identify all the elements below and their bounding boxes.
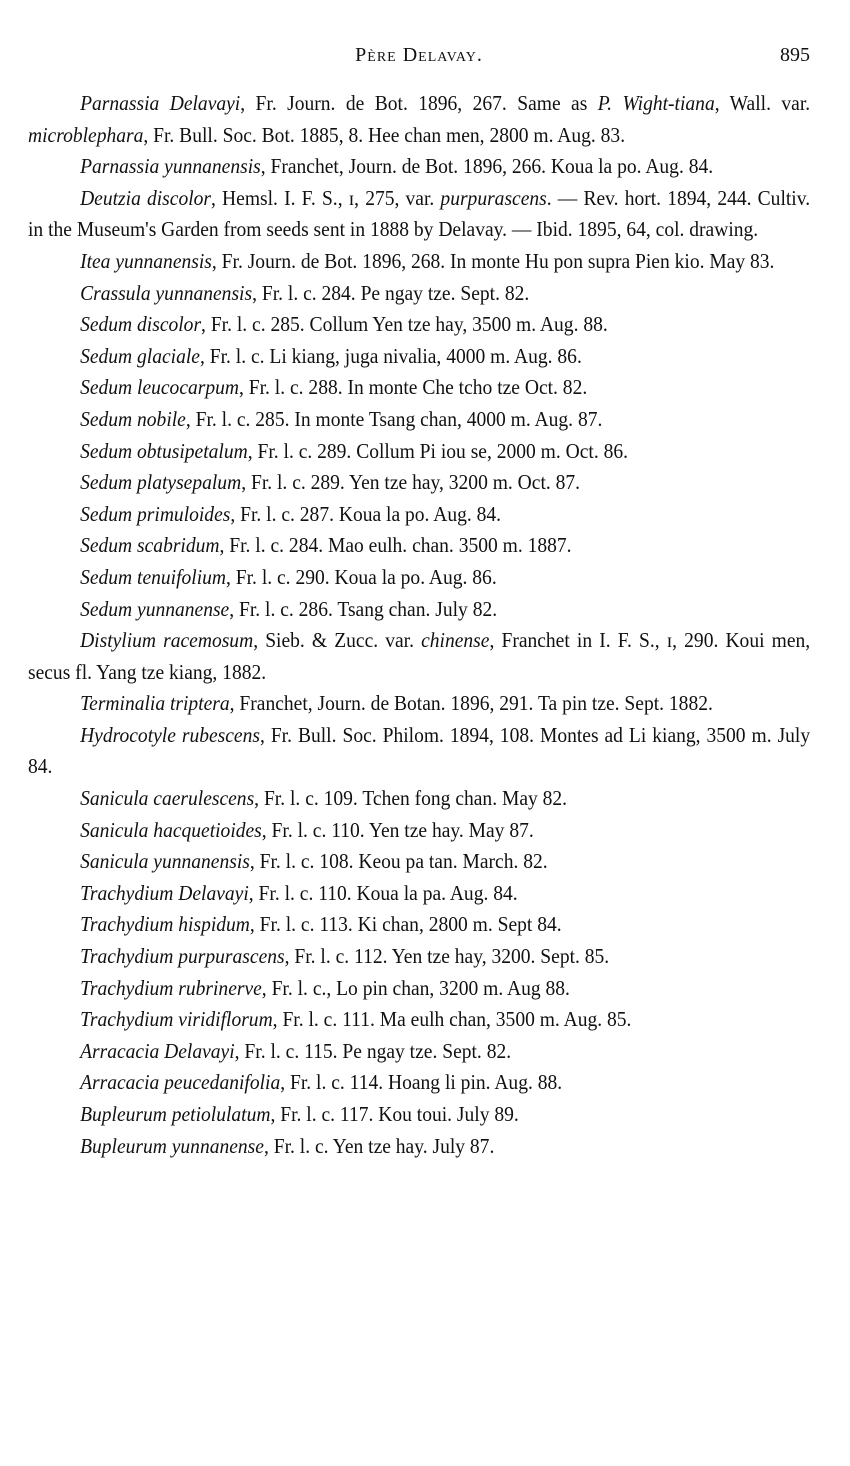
citation-text: , Fr. l. c. 109. Tchen fong chan. May 82.	[254, 786, 568, 811]
citation-text: , Wall. var.	[714, 91, 811, 115]
species-name: Distylium racemosum	[80, 628, 254, 653]
citation-text: , Fr. l. c. 285. Collum Yen tze hay, 3500 m. Aug. 88.	[201, 312, 608, 337]
citation-text: , Fr. l. c. 115. Pe ngay tze. Sept. 82.	[234, 1038, 512, 1063]
citation-text: , Fr. l. c. 284. Pe ngay tze. Sept. 82.	[252, 280, 530, 305]
citation-text: , Sieb. & Zucc. var.	[253, 628, 422, 653]
species-entry	[28, 815, 810, 847]
species-name: purpurascens	[440, 185, 547, 210]
citation-text: , Fr. l. c. 289. Yen tze hay, 3200 m. Oct. 87.	[241, 470, 581, 495]
species-name: Parnassia Delavayi	[80, 91, 241, 115]
species-name: Itea yunnanensis	[80, 248, 212, 273]
species-name: Arracacia peucedanifolia	[80, 1070, 281, 1095]
citation-text: , Fr. Bull. Soc. Philom. 1894, 108. Montes ad Li kiang, 3500 m. July 84.	[28, 722, 811, 779]
citation-text: , Fr. l. c. 112. Yen tze hay, 3200. Sept. 85.	[284, 944, 610, 969]
species-name: Sedum tenuifolium	[80, 564, 227, 589]
species-entry	[28, 941, 810, 973]
species-entry	[28, 499, 810, 531]
species-name: Bupleurum yunnanense	[80, 1133, 264, 1158]
citation-text: , Fr. l. c. 108. Keou pa tan. March. 82.	[249, 849, 548, 874]
species-name: Sedum yunnanense	[80, 596, 230, 621]
citation-text: , Fr. Journ. de Bot. 1896, 267. Same as	[240, 91, 598, 115]
species-name: Sanicula yunnanensis	[80, 849, 250, 874]
citation-text: , Fr. l. c. 288. In monte Che tcho tze Oct. 82.	[238, 375, 588, 400]
species-name: Trachydium Delavayi	[80, 880, 249, 905]
species-entry	[28, 562, 810, 594]
species-name: Trachydium hispidum	[80, 912, 250, 937]
species-name: Bupleurum petiolulatum	[80, 1102, 271, 1126]
page-body	[28, 88, 810, 1162]
citation-text: , Fr. l. c. 111. Ma eulh chan, 3500 m. Aug. 85.	[272, 1007, 632, 1032]
species-name: Sanicula hacquetioides	[80, 817, 262, 842]
species-name: Parnassia yunnanensis	[80, 154, 261, 179]
species-name: Hydrocotyle rubescens	[80, 722, 260, 747]
citation-text: , Fr. l. c. 117. Kou toui. July 89.	[270, 1102, 519, 1126]
species-entry	[28, 1099, 810, 1131]
species-name: P. Wight-tiana	[597, 91, 715, 115]
citation-text: , Fr. Bull. Soc. Bot. 1885, 8. Hee chan men, 2800 m. Aug. 83.	[143, 122, 626, 147]
species-name: Sedum glaciale	[80, 343, 200, 368]
citation-text: , Fr. l. c. 284. Mao eulh. chan. 3500 m. 1887.	[219, 533, 572, 558]
species-entry	[28, 246, 810, 278]
citation-text: , Fr. l. c. Yen tze hay. July 87.	[263, 1133, 495, 1158]
species-entry	[28, 309, 810, 341]
species-name: Sanicula caerulescens	[80, 786, 255, 811]
citation-text: , Hemsl. I. F. S., ɪ, 275, var.	[211, 185, 441, 210]
page-header	[28, 40, 810, 74]
citation-text: , Fr. l. c. 114. Hoang li pin. Aug. 88.	[280, 1070, 563, 1095]
species-name: Sedum platysepalum	[80, 470, 242, 495]
species-name: Trachydium rubrinerve	[80, 975, 262, 1000]
species-name: Trachydium viridiflorum	[80, 1007, 273, 1032]
species-name: microblephara	[28, 122, 144, 147]
species-name: Crassula yunnanensis	[80, 280, 253, 305]
citation-text: , Fr. l. c. 113. Ki chan, 2800 m. Sept 84.	[249, 912, 562, 937]
species-entry	[28, 973, 810, 1005]
species-entry	[28, 909, 810, 941]
species-entry	[28, 1036, 810, 1068]
citation-text: , Fr. l. c. 287. Koua la po. Aug. 84.	[230, 501, 502, 526]
species-entry	[28, 530, 810, 562]
species-name: Sedum leucocarpum	[80, 375, 239, 400]
species-entry	[28, 436, 810, 468]
citation-text: . — Rev. hort. 1894, 244. Cultiv. in the Museum's Garden from seeds sent in 1888 by Delavay. — Ibid. 1895, 64, col. drawing.	[28, 185, 811, 242]
species-entry	[28, 151, 810, 183]
species-entry	[28, 1131, 810, 1163]
species-entry	[28, 183, 810, 246]
species-entry	[28, 625, 810, 688]
citation-text: , Fr. l. c. 286. Tsang chan. July 82.	[229, 596, 498, 621]
species-name: Sedum scabridum	[80, 533, 220, 558]
species-entry	[28, 372, 810, 404]
species-name: Terminalia triptera	[80, 691, 230, 716]
citation-text: , Franchet in I. F. S., ɪ, 290. Koui men, secus fl. Yang tze kiang, 1882.	[28, 628, 811, 684]
species-entry	[28, 846, 810, 878]
species-name: Sedum nobile	[80, 406, 186, 431]
species-name: Trachydium purpurascens	[80, 944, 285, 969]
species-name: chinense	[421, 628, 490, 653]
citation-text: , Fr. l. c. Li kiang, juga nivalia, 4000 m. Aug. 86.	[199, 343, 582, 368]
citation-text: , Fr. l. c. 110. Yen tze hay. May 87.	[261, 817, 534, 842]
citation-text: , Fr. l. c. 290. Koua la po. Aug. 86.	[226, 564, 497, 589]
citation-text: , Fr. l. c. 289. Collum Pi iou se, 2000 m. Oct. 86.	[247, 438, 629, 463]
species-name: Sedum discolor	[80, 312, 202, 337]
species-entry	[28, 467, 810, 499]
species-entry	[28, 278, 810, 310]
species-name: Sedum primuloides	[80, 501, 231, 526]
species-entry	[28, 88, 810, 151]
citation-text: , Fr. Journ. de Bot. 1896, 268. In monte Hu pon supra Pien kio. May 83.	[211, 248, 775, 273]
page-number: 895	[780, 44, 810, 66]
citation-text: , Fr. l. c. 110. Koua la pa. Aug. 84.	[248, 880, 518, 905]
citation-text: , Franchet, Journ. de Botan. 1896, 291. Ta pin tze. Sept. 1882.	[229, 691, 713, 716]
species-entry	[28, 404, 810, 436]
species-entry	[28, 341, 810, 373]
species-entry	[28, 783, 810, 815]
species-entry	[28, 720, 810, 783]
species-entry	[28, 594, 810, 626]
running-title: Père Delavay.	[355, 44, 483, 66]
species-entry	[28, 878, 810, 910]
species-name: Arracacia Delavayi	[80, 1038, 235, 1063]
citation-text: , Franchet, Journ. de Bot. 1896, 266. Koua la po. Aug. 84.	[260, 154, 714, 179]
species-name: Sedum obtusipetalum	[80, 438, 248, 463]
species-entry	[28, 1004, 810, 1036]
species-name: Deutzia discolor	[80, 185, 212, 210]
species-entry	[28, 688, 810, 720]
citation-text: , Fr. l. c., Lo pin chan, 3200 m. Aug 88.	[261, 975, 570, 1000]
species-entry	[28, 1067, 810, 1099]
citation-text: , Fr. l. c. 285. In monte Tsang chan, 4000 m. Aug. 87.	[185, 406, 603, 431]
